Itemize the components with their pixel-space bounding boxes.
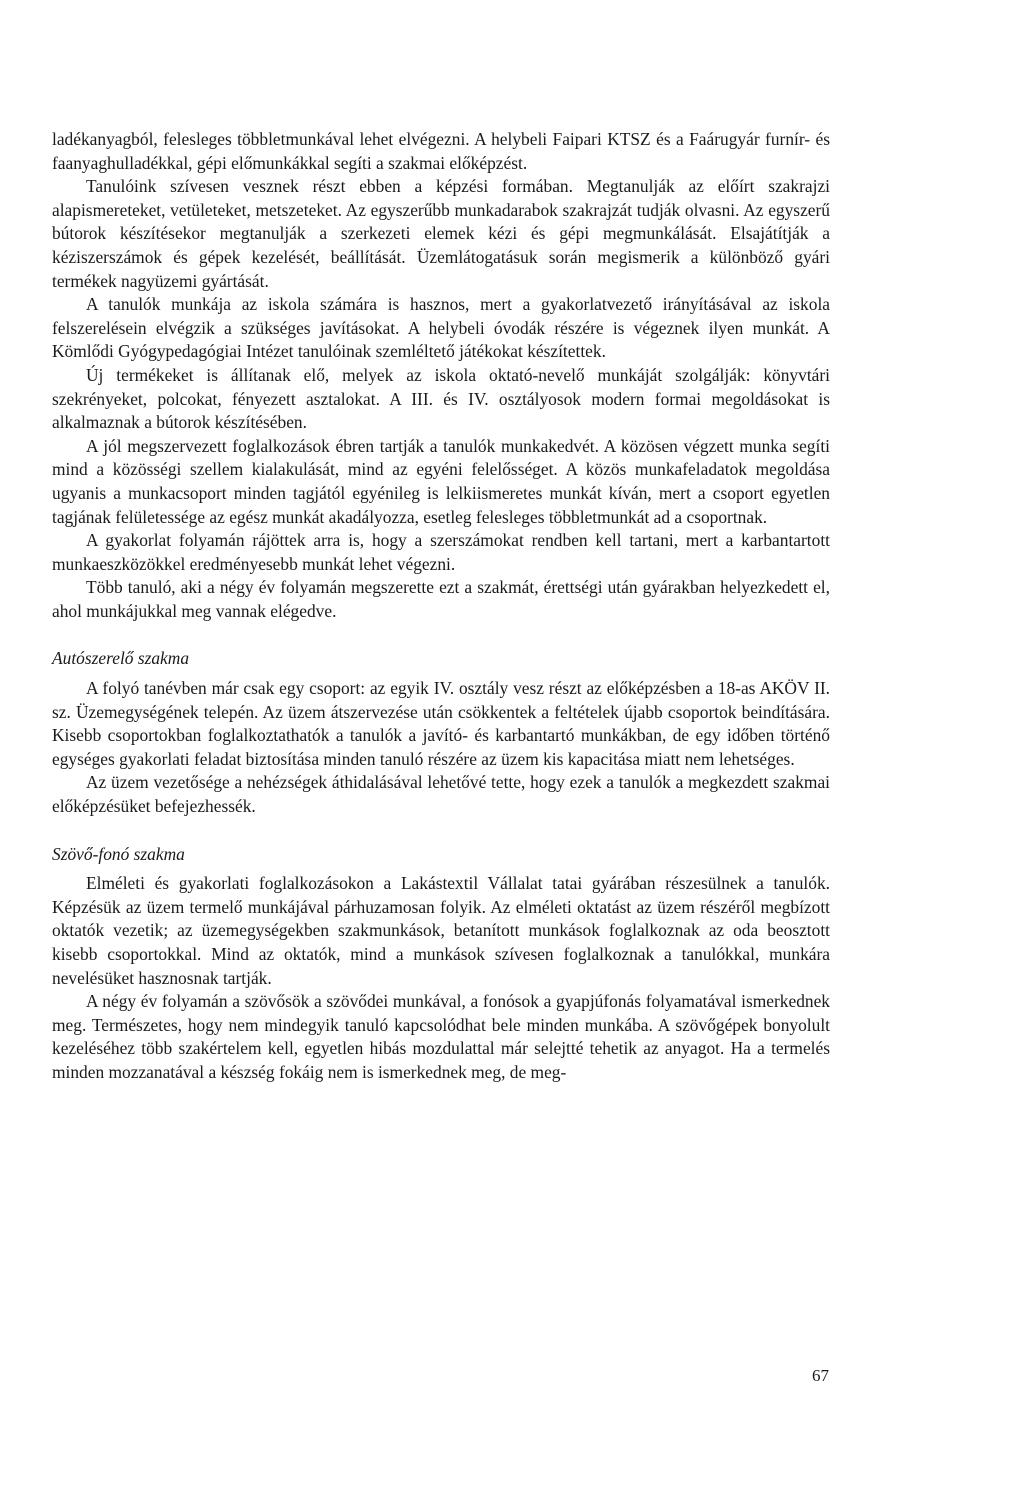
paragraph: Az üzem vezetősége a nehézségek áthidalásával lehetővé tette, hogy ezek a tanulók a megkezdett szakmai előképzésüket befejezhessék.: [52, 772, 830, 817]
paragraph: A folyó tanévben már csak egy csoport: az egyik IV. osztály vesz részt az előképzésben a 18-as AKÖV II. sz. Üzemegységének telepén. Az üzem átszervezése után csökkentek a feltételek újabb csoportok beindítására. Kisebb csoportokban foglalkoztathatók a tanulók a javító- és karbantartó munkákban, de egy időben történő egységes gyakorlati feladat biztosítása minden tanuló részére az üzem kis kapacitása miatt nem lehetséges.: [52, 678, 830, 769]
paragraph: Új termékeket is állítanak elő, melyek az iskola oktató-nevelő munkáját szolgálják: könyvtári szekrényeket, polcokat, fényezett asztalokat. A III. és IV. osztályosok modern formai megoldásokat is alkalmaznak a bútorok készítésében.: [52, 364, 830, 433]
paragraph: Elméleti és gyakorlati foglalkozásokon a Lakástextil Vállalat tatai gyárában részesülnek a tanulók. Képzésük az üzem termelő munkájával párhuzamosan folyik. Az elméleti oktatást az üzem részéről megbízott oktatók vezetik; az üzemegységekben szakmunkások, betanított munkások foglalkoznak az oda beosztott kisebb csoportokkal. Mind az oktatók, mind a munkások szívesen foglalkoznak a tanulókkal, munkára nevelésüket hasznosnak tartják.: [52, 873, 830, 988]
paragraph: A gyakorlat folyamán rájöttek arra is, hogy a szerszámokat rendben kell tartani, mert a karbantartott munkaeszközökkel eredményesebb munkát lehet végezni.: [52, 530, 830, 574]
page-body: [52, 128, 830, 1085]
paragraph: ladékanyagból, felesleges többletmunkával lehet elvégezni. A helybeli Faipari KTSZ és a Faárugyár furnír- és faanyaghulladékkal, gépi előmunkákkal segíti a szakmai előképzést.: [52, 129, 830, 173]
section-heading-szovo: Szövő-fonó szakma: [52, 843, 185, 864]
paragraph: Tanulóink szívesen vesznek részt ebben a képzési formában. Megtanulják az előírt szakrajzi alapismereteket, vetületeket, metszeteket. Az egyszerűbb munkadarabok szakrajzát tudják olvasni. Az egyszerű bútorok készítésekor megtanulják a szerkezeti elemek kézi és gépi megmunkálását. Elsajátítják a kéziszerszámok és gépek kezelését, beállítását. Üzemlátogatásuk során megismerik a különböző gyári termékek nagyüzemi gyártását.: [52, 176, 830, 291]
page-number: 67: [812, 1366, 829, 1385]
section-heading-auto: Autószerelő szakma: [52, 648, 190, 669]
paragraph: A négy év folyamán a szövősök a szövődei munkával, a fonósok a gyapjúfonás folyamatával ismerkednek meg. Természetes, hogy nem mindegyik tanuló kapcsolódhat bele minden munkába. A szövőgépek bonyolult kezeléséhez több szakértelem kell, egyetlen hibás mozdulattal már selejtté tehetik az anyagot. Ha a termelés minden mozzanatával a készség fokáig nem is ismerkednek meg, de meg-: [52, 991, 830, 1082]
paragraph: A tanulók munkája az iskola számára is hasznos, mert a gyakorlatvezető irányításával az iskola felszerelésein elvégzik a szükséges javításokat. A helybeli óvodák részére is végeznek ilyen munkát. A Kömlődi Gyógypedagógiai Intézet tanulóinak szemléltető játékokat készítettek.: [52, 294, 830, 362]
paragraph: A jól megszervezett foglalkozások ébren tartják a tanulók munkakedvét. A közösen végzett munka segíti mind a közösségi szellem kialakulását, mind az egyéni felelősséget. A közös munkafeladatok megoldása ugyanis a munkacsoport minden tagjától egyénileg is lelkiismeretes munkát kíván, mert a csoport egyetlen tagjának felületessége az egész munkát akadályozza, esetleg felesleges többletmunkát ad a csoportnak.: [52, 435, 830, 527]
paragraph: Több tanuló, aki a négy év folyamán megszerette ezt a szakmát, érettségi után gyárakban helyezkedett el, ahol munkájukkal meg vannak elégedve.: [52, 577, 830, 621]
